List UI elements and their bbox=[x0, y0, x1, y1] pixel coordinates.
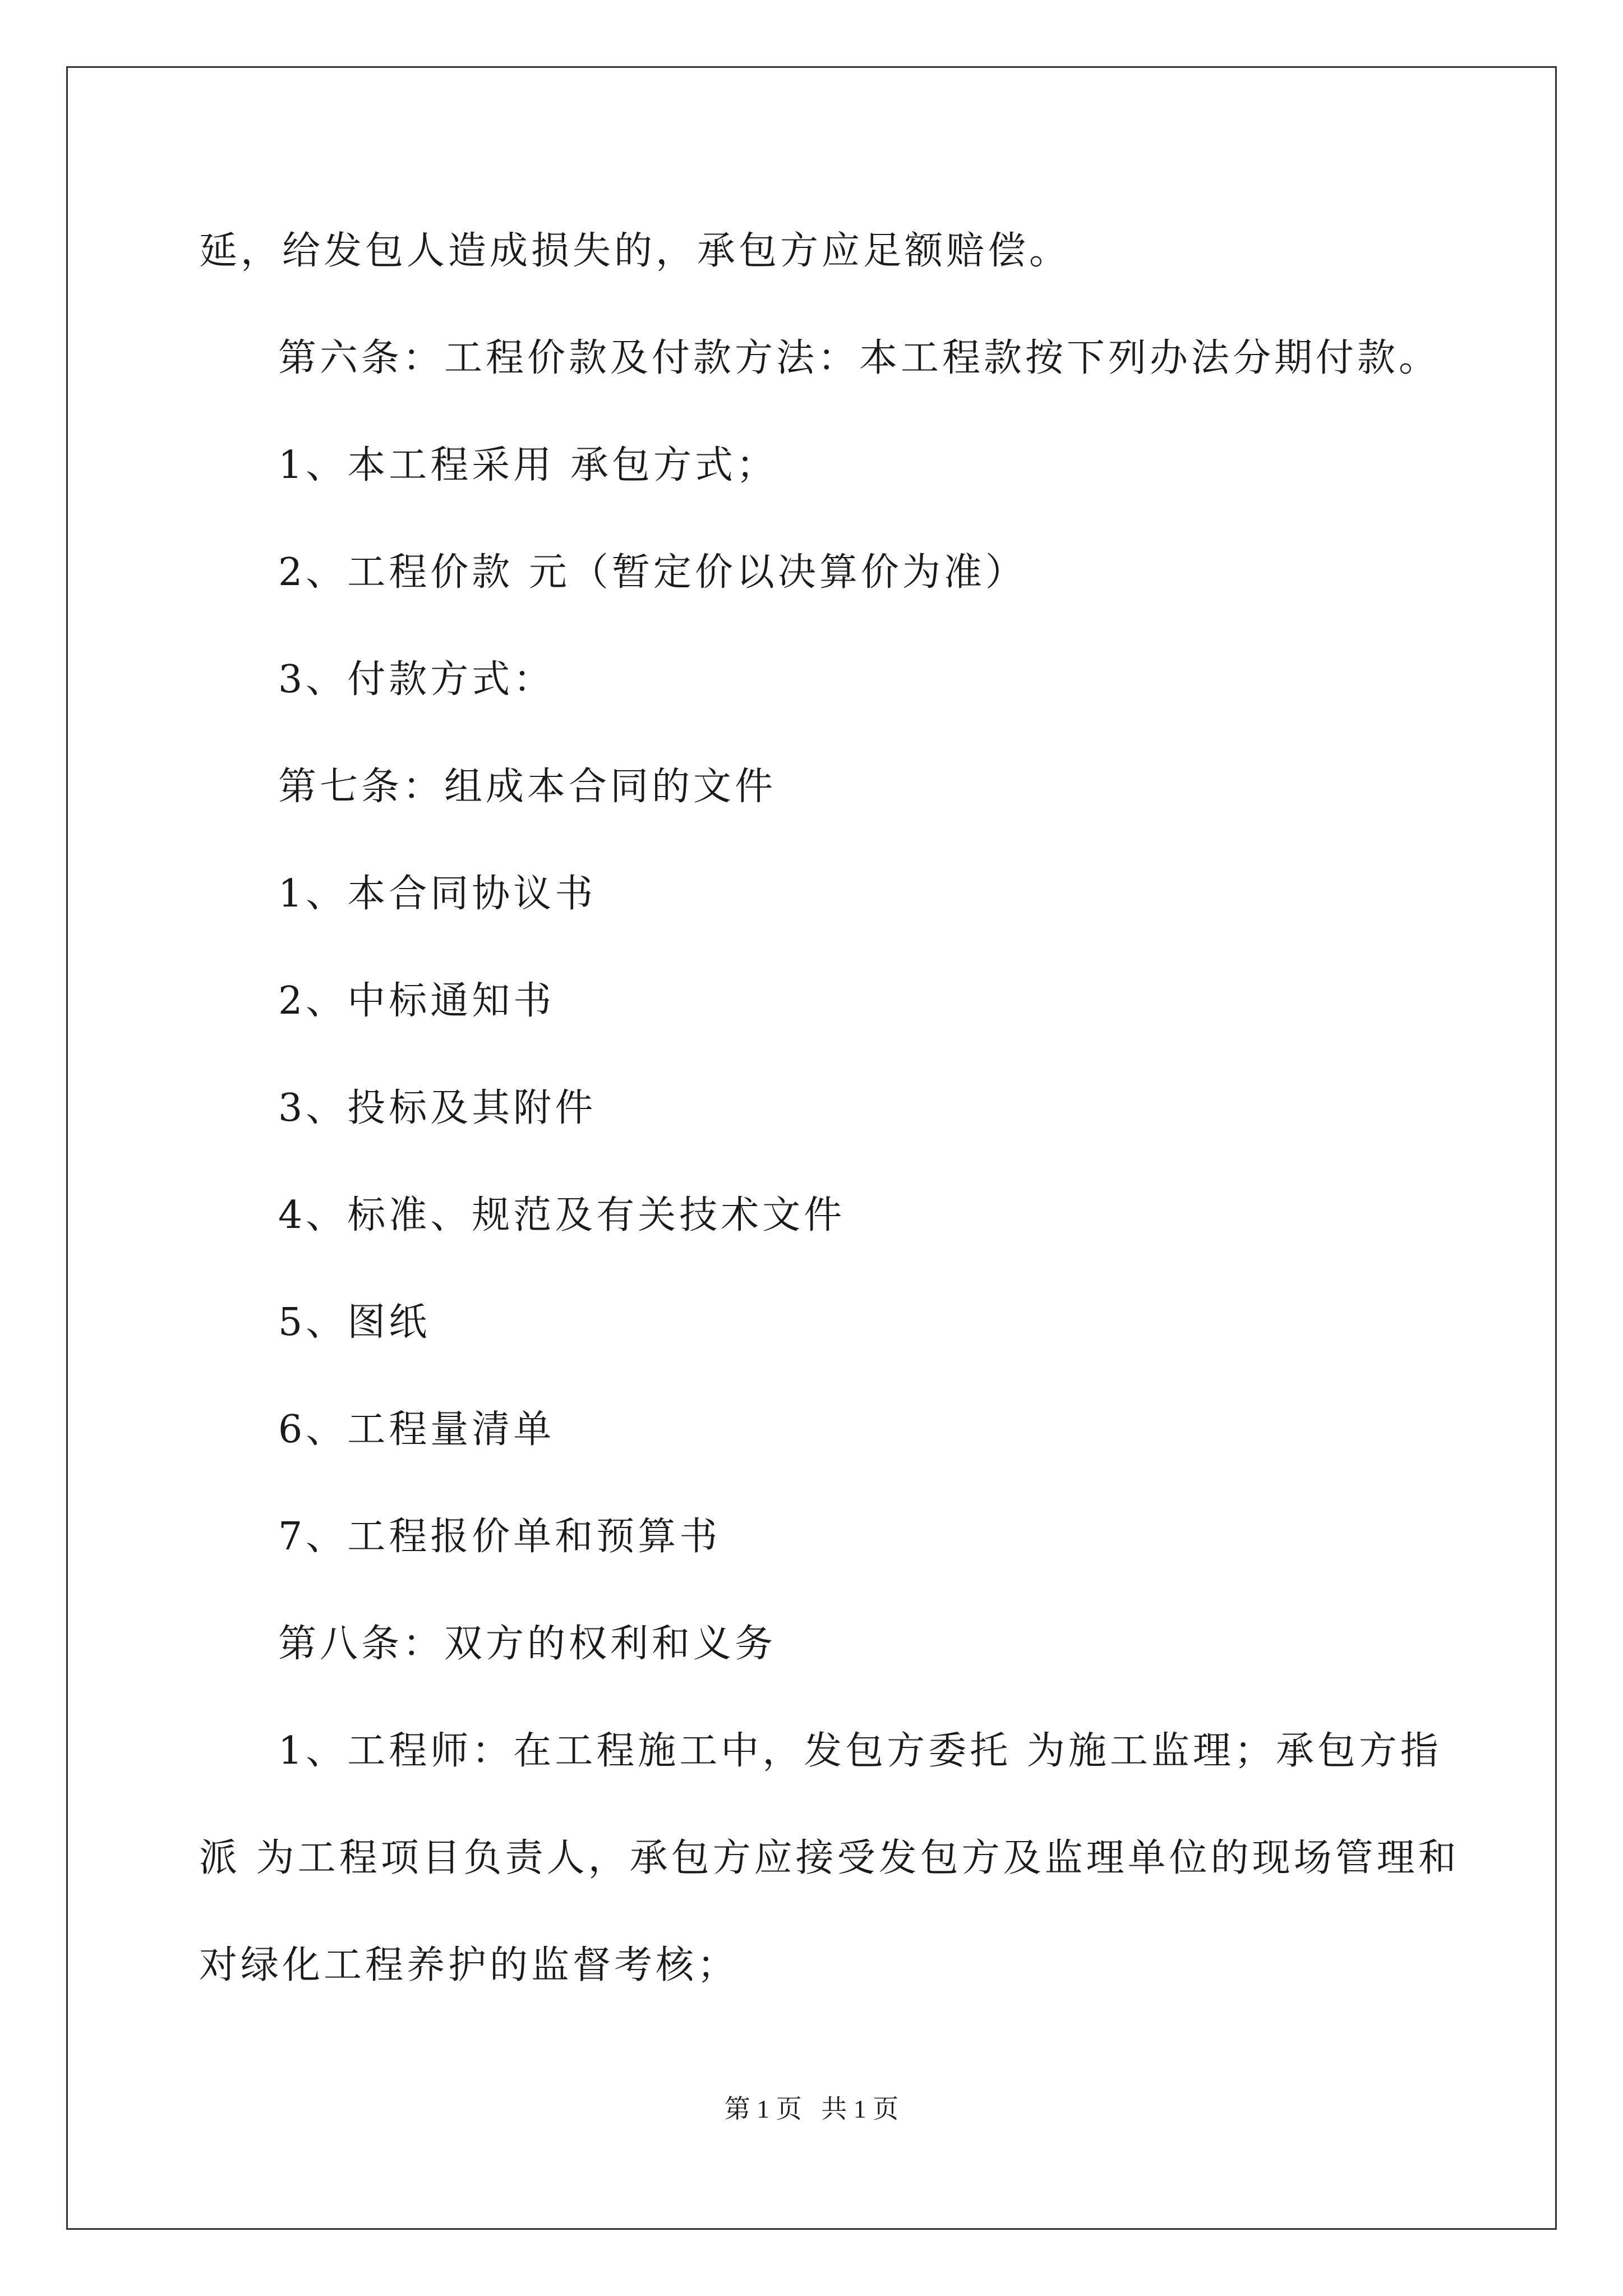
paragraph-line: 派 为工程项目负责人，承包方应接受发包方及监理单位的现场管理和 bbox=[199, 1836, 1460, 1880]
list-item: 2、中标通知书 bbox=[278, 979, 555, 1023]
list-item: 6、工程量清单 bbox=[278, 1407, 555, 1452]
text-line: 延，给发包人造成损失的，承包方应足额赔偿。 bbox=[199, 229, 1071, 273]
list-item: 1、本合同协议书 bbox=[278, 872, 597, 916]
paragraph-line: 1、工程师：在工程施工中，发包方委托 为施工监理；承包方指 bbox=[278, 1729, 1442, 1773]
list-item: 5、图纸 bbox=[278, 1300, 431, 1345]
list-item: 4、标准、规范及有关技术文件 bbox=[278, 1193, 846, 1237]
clause-heading: 第六条：工程价款及付款方法：本工程款按下列办法分期付款。 bbox=[278, 336, 1441, 380]
page-border bbox=[66, 66, 1557, 2230]
list-item: 7、工程报价单和预算书 bbox=[278, 1515, 721, 1559]
list-item: 3、付款方式： bbox=[278, 657, 555, 702]
list-item: 1、本工程采用 承包方式； bbox=[278, 443, 778, 487]
clause-heading: 第八条：双方的权利和义务 bbox=[278, 1622, 777, 1666]
paragraph-line: 对绿化工程养护的监督考核； bbox=[199, 1943, 739, 1987]
list-item: 2、工程价款 元（暂定价以决算价为准） bbox=[278, 550, 1027, 595]
clause-heading: 第七条：组成本合同的文件 bbox=[278, 765, 777, 809]
list-item: 3、投标及其附件 bbox=[278, 1086, 597, 1130]
page-number-footer: 第 1 页 共 1 页 bbox=[724, 2095, 899, 2123]
